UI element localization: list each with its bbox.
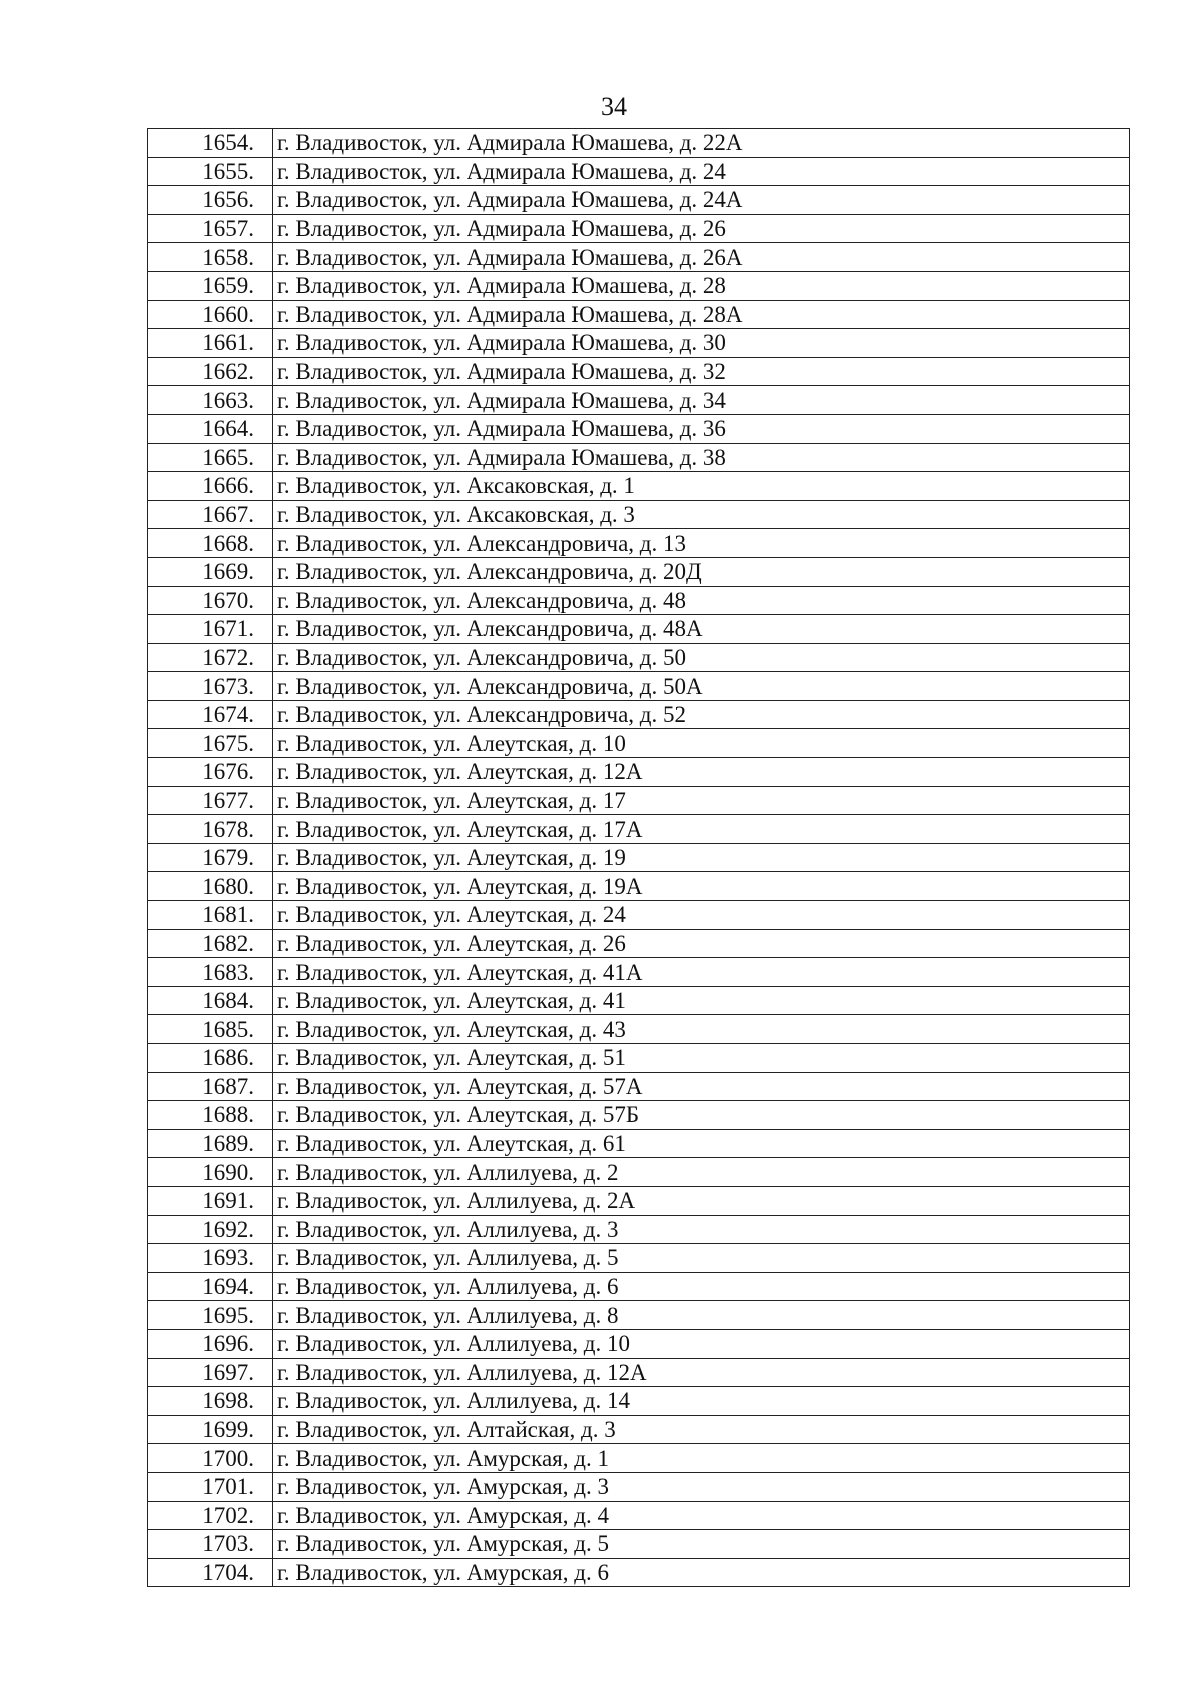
table-row — [148, 1444, 1130, 1473]
row-number-cell: 1668. — [148, 529, 273, 558]
row-number-cell: 1658. — [148, 243, 273, 272]
table-row — [148, 815, 1130, 844]
address-cell: г. Владивосток, ул. Алеутская, д. 57Б — [273, 1101, 1130, 1130]
row-number-cell: 1689. — [148, 1129, 273, 1158]
address-cell: г. Владивосток, ул. Амурская, д. 3 — [273, 1472, 1130, 1501]
address-cell: г. Владивосток, ул. Алеутская, д. 61 — [273, 1129, 1130, 1158]
table-row — [148, 214, 1130, 243]
address-cell: г. Владивосток, ул. Александровича, д. 48 — [273, 586, 1130, 615]
row-number-cell: 1656. — [148, 186, 273, 215]
address-cell: г. Владивосток, ул. Аксаковская, д. 1 — [273, 472, 1130, 501]
table-row — [148, 672, 1130, 701]
row-number-cell: 1677. — [148, 786, 273, 815]
table-row — [148, 271, 1130, 300]
address-cell: г. Владивосток, ул. Адмирала Юмашева, д. 24А — [273, 186, 1130, 215]
row-number-cell: 1666. — [148, 472, 273, 501]
address-cell: г. Владивосток, ул. Аллилуева, д. 3 — [273, 1215, 1130, 1244]
row-number-cell: 1685. — [148, 1015, 273, 1044]
row-number-cell: 1696. — [148, 1329, 273, 1358]
row-number-cell: 1690. — [148, 1158, 273, 1187]
table-row — [148, 729, 1130, 758]
address-cell: г. Владивосток, ул. Аллилуева, д. 14 — [273, 1387, 1130, 1416]
table-row — [148, 243, 1130, 272]
address-cell: г. Владивосток, ул. Адмирала Юмашева, д. 22А — [273, 129, 1130, 158]
table-row — [148, 1329, 1130, 1358]
address-cell: г. Владивосток, ул. Адмирала Юмашева, д. 30 — [273, 329, 1130, 358]
row-number-cell: 1682. — [148, 929, 273, 958]
table-row — [148, 843, 1130, 872]
table-row — [148, 901, 1130, 930]
table-row — [148, 414, 1130, 443]
address-cell: г. Владивосток, ул. Адмирала Юмашева, д. 26А — [273, 243, 1130, 272]
address-cell: г. Владивосток, ул. Алеутская, д. 10 — [273, 729, 1130, 758]
table-row — [148, 1558, 1130, 1587]
address-cell: г. Владивосток, ул. Александровича, д. 50А — [273, 672, 1130, 701]
row-number-cell: 1692. — [148, 1215, 273, 1244]
table-row — [148, 1129, 1130, 1158]
table-row — [148, 1101, 1130, 1130]
address-cell: г. Владивосток, ул. Алеутская, д. 57А — [273, 1072, 1130, 1101]
row-number-cell: 1702. — [148, 1501, 273, 1530]
address-cell: г. Владивосток, ул. Адмирала Юмашева, д. 28А — [273, 300, 1130, 329]
row-number-cell: 1659. — [148, 271, 273, 300]
table-row — [148, 1158, 1130, 1187]
row-number-cell: 1686. — [148, 1044, 273, 1073]
address-cell: г. Владивосток, ул. Амурская, д. 5 — [273, 1530, 1130, 1559]
address-cell: г. Владивосток, ул. Адмирала Юмашева, д. 32 — [273, 357, 1130, 386]
row-number-cell: 1676. — [148, 758, 273, 787]
table-row — [148, 1472, 1130, 1501]
address-cell: г. Владивосток, ул. Алеутская, д. 41 — [273, 986, 1130, 1015]
address-cell: г. Владивосток, ул. Алеутская, д. 43 — [273, 1015, 1130, 1044]
row-number-cell: 1670. — [148, 586, 273, 615]
row-number-cell: 1691. — [148, 1186, 273, 1215]
table-row — [148, 357, 1130, 386]
row-number-cell: 1674. — [148, 700, 273, 729]
table-row — [148, 300, 1130, 329]
address-cell: г. Владивосток, ул. Алтайская, д. 3 — [273, 1415, 1130, 1444]
row-number-cell: 1667. — [148, 500, 273, 529]
address-cell: г. Владивосток, ул. Аксаковская, д. 3 — [273, 500, 1130, 529]
table-row — [148, 1244, 1130, 1273]
address-cell: г. Владивосток, ул. Александровича, д. 20Д — [273, 557, 1130, 586]
table-row — [148, 129, 1130, 158]
row-number-cell: 1665. — [148, 443, 273, 472]
row-number-cell: 1700. — [148, 1444, 273, 1473]
address-cell: г. Владивосток, ул. Александровича, д. 52 — [273, 700, 1130, 729]
row-number-cell: 1698. — [148, 1387, 273, 1416]
address-cell: г. Владивосток, ул. Аллилуева, д. 10 — [273, 1329, 1130, 1358]
row-number-cell: 1679. — [148, 843, 273, 872]
table-row — [148, 329, 1130, 358]
row-number-cell: 1675. — [148, 729, 273, 758]
address-cell: г. Владивосток, ул. Александровича, д. 48А — [273, 615, 1130, 644]
table-row — [148, 958, 1130, 987]
address-cell: г. Владивосток, ул. Аллилуева, д. 8 — [273, 1301, 1130, 1330]
row-number-cell: 1660. — [148, 300, 273, 329]
table-row — [148, 157, 1130, 186]
address-cell: г. Владивосток, ул. Алеутская, д. 41А — [273, 958, 1130, 987]
address-cell: г. Владивосток, ул. Алеутская, д. 19 — [273, 843, 1130, 872]
address-cell: г. Владивосток, ул. Амурская, д. 4 — [273, 1501, 1130, 1530]
address-cell: г. Владивосток, ул. Аллилуева, д. 2 — [273, 1158, 1130, 1187]
address-table — [147, 128, 1130, 1587]
address-cell: г. Владивосток, ул. Амурская, д. 6 — [273, 1558, 1130, 1587]
table-row — [148, 700, 1130, 729]
table-row — [148, 472, 1130, 501]
table-row — [148, 1387, 1130, 1416]
table-row — [148, 557, 1130, 586]
table-row — [148, 1501, 1130, 1530]
row-number-cell: 1661. — [148, 329, 273, 358]
address-cell: г. Владивосток, ул. Александровича, д. 50 — [273, 643, 1130, 672]
row-number-cell: 1671. — [148, 615, 273, 644]
address-cell: г. Владивосток, ул. Алеутская, д. 17А — [273, 815, 1130, 844]
address-cell: г. Владивосток, ул. Адмирала Юмашева, д. 38 — [273, 443, 1130, 472]
table-row — [148, 615, 1130, 644]
address-cell: г. Владивосток, ул. Алеутская, д. 17 — [273, 786, 1130, 815]
table-row — [148, 1072, 1130, 1101]
row-number-cell: 1693. — [148, 1244, 273, 1273]
row-number-cell: 1697. — [148, 1358, 273, 1387]
address-cell: г. Владивосток, ул. Адмирала Юмашева, д. 24 — [273, 157, 1130, 186]
table-row — [148, 1415, 1130, 1444]
row-number-cell: 1669. — [148, 557, 273, 586]
address-cell: г. Владивосток, ул. Адмирала Юмашева, д. 26 — [273, 214, 1130, 243]
table-row — [148, 1530, 1130, 1559]
row-number-cell: 1662. — [148, 357, 273, 386]
page-number: 34 — [601, 92, 627, 121]
row-number-cell: 1663. — [148, 386, 273, 415]
address-cell: г. Владивосток, ул. Адмирала Юмашева, д. 34 — [273, 386, 1130, 415]
row-number-cell: 1688. — [148, 1101, 273, 1130]
table-row — [148, 1358, 1130, 1387]
address-cell: г. Владивосток, ул. Аллилуева, д. 6 — [273, 1272, 1130, 1301]
table-row — [148, 1272, 1130, 1301]
table-row — [148, 758, 1130, 787]
address-cell: г. Владивосток, ул. Александровича, д. 13 — [273, 529, 1130, 558]
table-row — [148, 529, 1130, 558]
table-row — [148, 643, 1130, 672]
table-row — [148, 386, 1130, 415]
table-row — [148, 929, 1130, 958]
row-number-cell: 1701. — [148, 1472, 273, 1501]
row-number-cell: 1678. — [148, 815, 273, 844]
table-row — [148, 1215, 1130, 1244]
table-row — [148, 586, 1130, 615]
row-number-cell: 1654. — [148, 129, 273, 158]
row-number-cell: 1699. — [148, 1415, 273, 1444]
table-row — [148, 786, 1130, 815]
address-cell: г. Владивосток, ул. Аллилуева, д. 5 — [273, 1244, 1130, 1273]
table-row — [148, 986, 1130, 1015]
row-number-cell: 1704. — [148, 1558, 273, 1587]
table-row — [148, 1301, 1130, 1330]
address-cell: г. Владивосток, ул. Адмирала Юмашева, д. 36 — [273, 414, 1130, 443]
row-number-cell: 1680. — [148, 872, 273, 901]
table-row — [148, 1044, 1130, 1073]
table-row — [148, 1186, 1130, 1215]
table-row — [148, 500, 1130, 529]
table-row — [148, 186, 1130, 215]
table-row — [148, 1015, 1130, 1044]
address-cell: г. Владивосток, ул. Алеутская, д. 12А — [273, 758, 1130, 787]
row-number-cell: 1664. — [148, 414, 273, 443]
address-cell: г. Владивосток, ул. Адмирала Юмашева, д. 28 — [273, 271, 1130, 300]
address-cell: г. Владивосток, ул. Алеутская, д. 51 — [273, 1044, 1130, 1073]
address-cell: г. Владивосток, ул. Аллилуева, д. 2А — [273, 1186, 1130, 1215]
address-cell: г. Владивосток, ул. Амурская, д. 1 — [273, 1444, 1130, 1473]
row-number-cell: 1673. — [148, 672, 273, 701]
address-table-body — [148, 129, 1130, 1587]
address-cell: г. Владивосток, ул. Алеутская, д. 26 — [273, 929, 1130, 958]
row-number-cell: 1703. — [148, 1530, 273, 1559]
address-cell: г. Владивосток, ул. Алеутская, д. 24 — [273, 901, 1130, 930]
row-number-cell: 1695. — [148, 1301, 273, 1330]
row-number-cell: 1672. — [148, 643, 273, 672]
row-number-cell: 1681. — [148, 901, 273, 930]
table-row — [148, 872, 1130, 901]
address-cell: г. Владивосток, ул. Аллилуева, д. 12А — [273, 1358, 1130, 1387]
row-number-cell: 1657. — [148, 214, 273, 243]
table-row — [148, 443, 1130, 472]
row-number-cell: 1684. — [148, 986, 273, 1015]
row-number-cell: 1687. — [148, 1072, 273, 1101]
row-number-cell: 1655. — [148, 157, 273, 186]
row-number-cell: 1694. — [148, 1272, 273, 1301]
row-number-cell: 1683. — [148, 958, 273, 987]
address-cell: г. Владивосток, ул. Алеутская, д. 19А — [273, 872, 1130, 901]
